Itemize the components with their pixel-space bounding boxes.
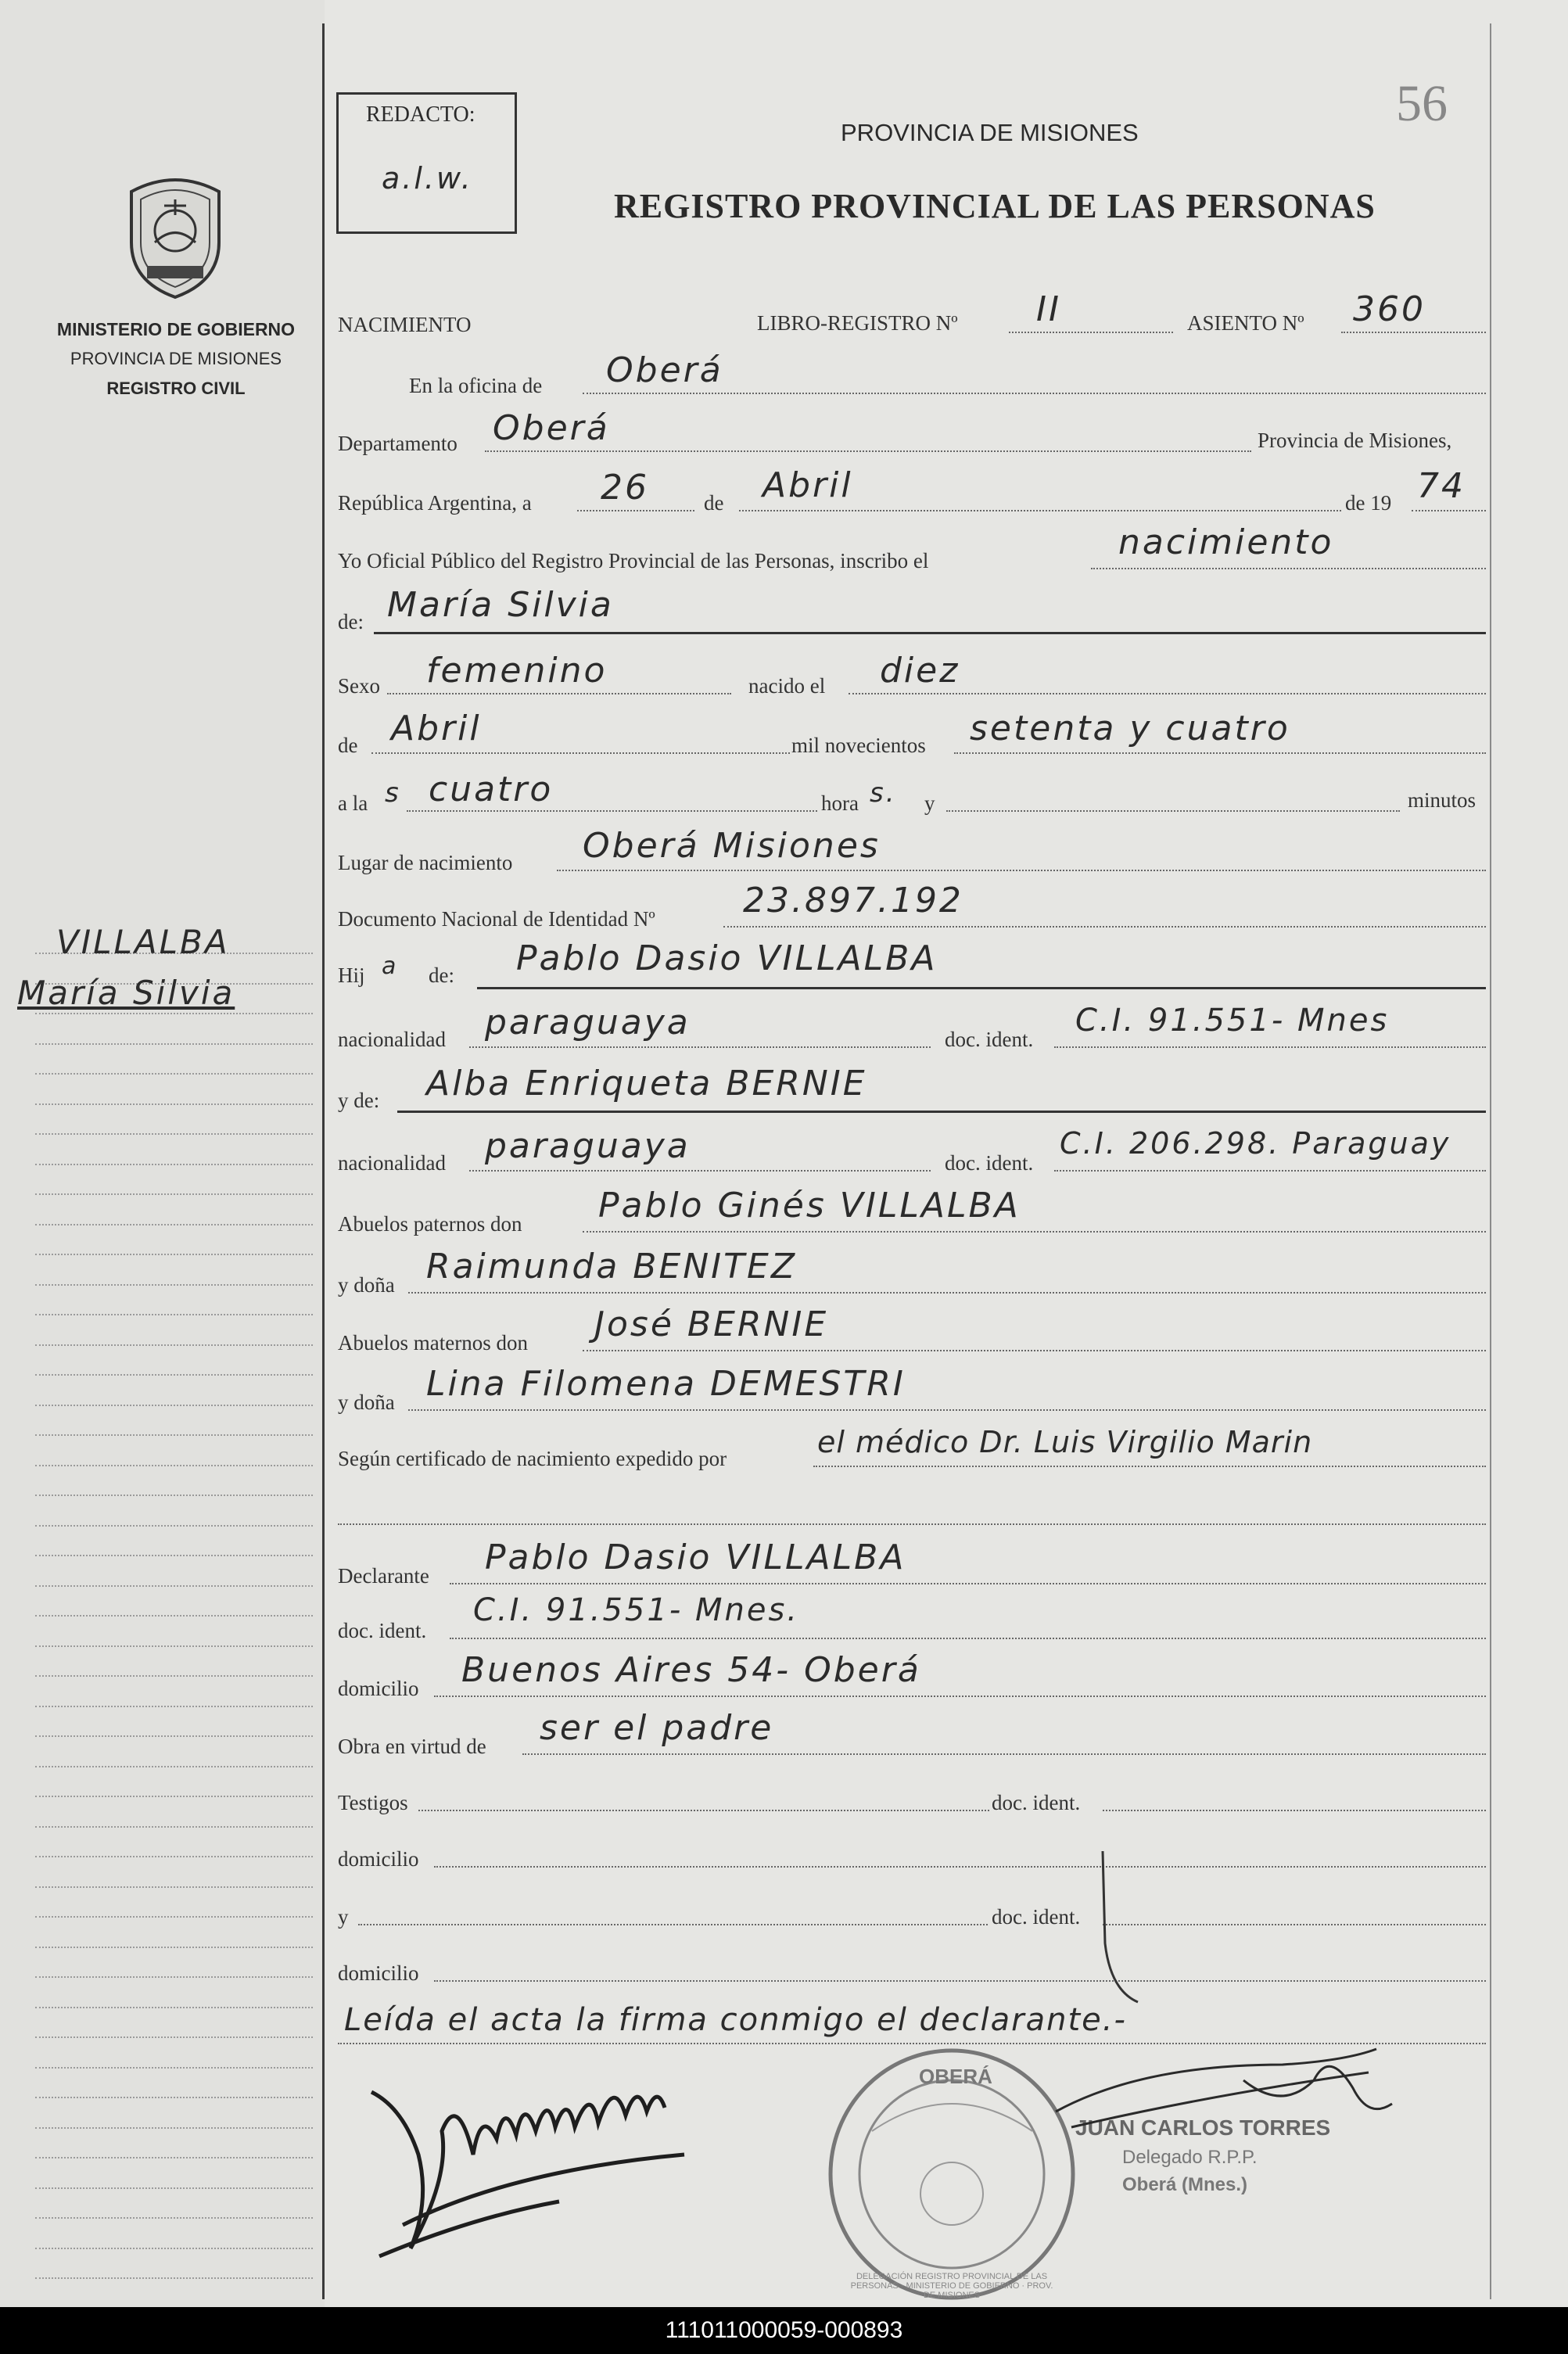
margin-given-name: María Silvia (17, 974, 235, 1012)
y2-line (358, 1924, 988, 1925)
hora-suffix: s. (870, 777, 897, 809)
ydona1-label: y doña (338, 1273, 395, 1297)
anio-value: 74 (1417, 466, 1466, 506)
margin-line (35, 1465, 313, 1466)
mes-value: Abril (762, 465, 853, 505)
doct1-label: doc. ident. (992, 1791, 1081, 1814)
testigos-line (418, 1810, 989, 1811)
doc1-label: doc. ident. (945, 1028, 1034, 1051)
certificado-label: Según certificado de nacimiento expedido por (338, 1447, 727, 1470)
redacto-label: REDACTO: (366, 102, 475, 127)
ab-pat2-line (408, 1292, 1486, 1294)
ala-label: a la (338, 791, 368, 815)
mil-label: mil novecientos (791, 734, 926, 757)
departamento-line (485, 450, 1251, 452)
de3-label: de (338, 734, 358, 757)
domicilio-label: domicilio (338, 1677, 419, 1700)
nacido-label: nacido el (748, 674, 826, 698)
ministry-line2: PROVINCIA DE MISIONES (70, 349, 282, 368)
minutos-label: minutos (1408, 788, 1477, 812)
asiento-value: 360 (1353, 289, 1426, 329)
dom1-label: domicilio (338, 1847, 419, 1871)
certificado-line2 (338, 1523, 1486, 1525)
margin-line (35, 2248, 313, 2249)
provincia-label: Provincia de Misiones, (1258, 429, 1452, 452)
declarante-label: Declarante (338, 1564, 429, 1588)
oficial-label: Yo Oficial Público del Registro Provincial de las Personas, inscribo el (338, 549, 929, 572)
nac2-line (469, 1170, 931, 1172)
sexo-value: femenino (426, 651, 608, 691)
margin-line (35, 1585, 313, 1587)
witness-mark-icon (1091, 1850, 1154, 2006)
oficina-value: Oberá (606, 350, 723, 390)
margin-line (35, 2157, 313, 2158)
margin-line (35, 2036, 313, 2038)
margin-line (35, 1344, 313, 1346)
nac2-label: nacionalidad (338, 1151, 446, 1175)
right-border (1490, 23, 1491, 2299)
ab-pat2-value: Raimunda BENITEZ (426, 1247, 797, 1286)
ydona2-label: y doña (338, 1391, 395, 1414)
nacido-value: diez (880, 651, 960, 691)
stamp-ring-text: DELEGACIÓN REGISTRO PROVINCIAL DE LAS PERSONAS · MINISTERIO DE GOBIERNO · PROV. DE MISIONES (850, 2272, 1053, 2300)
yde-label: y de: (338, 1089, 380, 1112)
ab-mat2-line (408, 1409, 1486, 1411)
section-label: NACIMIENTO (338, 313, 472, 336)
padre-value: Pablo Dasio VILLALBA (516, 938, 938, 978)
margin-line (35, 1735, 313, 1737)
certificado-value: el médico Dr. Luis Virgilio Marin (817, 1425, 1313, 1459)
declarant-signature-icon (356, 2061, 723, 2264)
margin-line (35, 2187, 313, 2189)
ab-mat-label: Abuelos maternos don (338, 1331, 528, 1355)
ab-pat-label: Abuelos paternos don (338, 1212, 522, 1236)
margin-line (35, 1947, 313, 1948)
declarante-value: Pablo Dasio VILLALBA (485, 1538, 906, 1577)
mes-line (739, 510, 1341, 511)
domicilio-value: Buenos Aires 54- Oberá (461, 1650, 921, 1690)
left-margin (0, 0, 325, 2307)
ala-suffix: s (385, 777, 401, 809)
departamento-label: Departamento (338, 432, 457, 455)
domicilio-line (434, 1696, 1486, 1697)
hora-label: hora (821, 791, 859, 815)
dni-line (723, 926, 1486, 928)
official-name: JUAN CARLOS TORRES (1075, 2115, 1331, 2140)
page-title: REGISTRO PROVINCIAL DE LAS PERSONAS (614, 187, 1376, 225)
doc1-value: C.I. 91.551- Mnes (1075, 1003, 1390, 1039)
margin-line (35, 1706, 313, 1707)
ab-pat-line (583, 1231, 1486, 1233)
margin-line (35, 2127, 313, 2129)
margin-line (35, 1405, 313, 1406)
redacto-box (336, 92, 517, 234)
margin-line (35, 1224, 313, 1225)
ab-mat2-value: Lina Filomena DEMESTRI (426, 1364, 906, 1404)
margin-line (35, 1886, 313, 1888)
dom2-line (434, 1980, 1486, 1982)
margin-line (35, 1525, 313, 1527)
ministry-line1: MINISTERIO DE GOBIERNO (56, 319, 296, 339)
margin-surname: VILLALBA (56, 923, 230, 961)
padre-line (477, 987, 1486, 989)
page-number: 56 (1396, 75, 1448, 132)
dom2-label: domicilio (338, 1961, 419, 1985)
margin-line (35, 1043, 313, 1045)
margin-line (35, 2007, 313, 2008)
ab-mat-value: José BERNIE (594, 1304, 829, 1344)
oficial-line (1091, 568, 1486, 569)
minutos-line (946, 810, 1400, 812)
nac1-value: paraguaya (485, 1003, 691, 1042)
hora-value: cuatro (429, 770, 554, 809)
nombre-line (374, 632, 1486, 634)
hijo-suffix: a (382, 953, 399, 980)
doct2-line (1103, 1924, 1486, 1925)
dia-line (577, 510, 694, 511)
margin-line (35, 1766, 313, 1767)
nombre-value: María Silvia (387, 585, 614, 625)
margin-line (35, 1615, 313, 1617)
margin-line (35, 1976, 313, 1978)
margin-line (35, 1133, 313, 1135)
de2-label: de: (338, 610, 364, 633)
doc1-line (1054, 1046, 1486, 1048)
margin-line (35, 1193, 313, 1195)
margin-line (35, 1164, 313, 1165)
docdecl-value: C.I. 91.551- Mnes. (473, 1592, 800, 1628)
nac1-line (469, 1046, 931, 1048)
madre-line (397, 1111, 1486, 1113)
margin-line (35, 1103, 313, 1105)
hijo-de-label: de: (429, 963, 454, 987)
margin-line (35, 1374, 313, 1376)
departamento-value: Oberá (493, 408, 610, 448)
republica-label: República Argentina, a (338, 491, 532, 515)
hijo-label: Hij (338, 963, 365, 987)
asiento-label: ASIENTO Nº (1187, 311, 1304, 335)
margin-line (35, 1555, 313, 1556)
doct1-line (1103, 1810, 1486, 1811)
official-place: Oberá (Mnes.) (1122, 2174, 1248, 2195)
hora-line (407, 810, 817, 812)
margin-divider (322, 23, 325, 2299)
redacto-value: a.l.w. (382, 161, 473, 196)
libro-line (1009, 332, 1173, 333)
margin-line (35, 2217, 313, 2219)
margin-line (35, 1254, 313, 1255)
lugar-label: Lugar de nacimiento (338, 851, 513, 874)
declarante-line (450, 1583, 1486, 1584)
obra-value: ser el padre (540, 1708, 774, 1748)
doc2-value: C.I. 206.298. Paraguay (1060, 1126, 1451, 1161)
ab-mat-line (583, 1350, 1486, 1351)
obra-label: Obra en virtud de (338, 1735, 486, 1758)
dia-value: 26 (601, 468, 649, 508)
margin-line (35, 2277, 313, 2279)
margin-line (35, 1675, 313, 1677)
dni-label: Documento Nacional de Identidad Nº (338, 907, 655, 931)
stamp-center: OBERÁ (919, 2065, 992, 2088)
margin-line (35, 1284, 313, 1286)
margin-line (35, 1013, 313, 1014)
sexo-line (387, 693, 731, 694)
doc2-line (1054, 1170, 1486, 1172)
doct2-label: doc. ident. (992, 1905, 1081, 1929)
certificado-line (813, 1466, 1486, 1467)
docdecl-label: doc. ident. (338, 1619, 427, 1642)
mes-nac-value: Abril (391, 709, 482, 748)
margin-line (35, 1495, 313, 1496)
de-anio-label: de 19 (1345, 491, 1392, 515)
oficina-line (583, 393, 1486, 394)
de-label: de (704, 491, 724, 515)
nac2-value: paraguaya (485, 1126, 691, 1166)
testigos-label: Testigos (338, 1791, 408, 1814)
doc2-label: doc. ident. (945, 1151, 1034, 1175)
margin-line (35, 1073, 313, 1075)
madre-value: Alba Enriqueta BERNIE (426, 1064, 867, 1103)
docdecl-line (450, 1638, 1486, 1639)
ministry-line3: REGISTRO CIVIL (106, 379, 246, 398)
margin-line (35, 1434, 313, 1436)
sexo-label: Sexo (338, 674, 380, 698)
anio-nac-line (954, 752, 1486, 754)
anio-nac-value: setenta y cuatro (970, 709, 1290, 748)
y-label: y (924, 791, 935, 815)
footer-code: 111011000059-000893 (0, 2307, 1568, 2354)
asiento-line (1341, 332, 1486, 333)
margin-line (35, 2067, 313, 2069)
dni-value: 23.897.192 (743, 881, 963, 920)
coat-of-arms-icon (116, 168, 235, 301)
oficial-value: nacimiento (1118, 522, 1334, 562)
margin-line (35, 1826, 313, 1828)
nacido-line (849, 693, 1486, 694)
dom1-line (434, 1866, 1486, 1868)
margin-line (35, 1796, 313, 1797)
lugar-value: Oberá Misiones (583, 826, 881, 866)
header-province: PROVINCIA DE MISIONES (841, 119, 1139, 146)
margin-line (35, 2097, 313, 2098)
margin-line (35, 1856, 313, 1857)
obra-line (522, 1753, 1486, 1755)
margin-line (35, 1916, 313, 1918)
official-signature-icon (1048, 2033, 1400, 2151)
margin-line (35, 1314, 313, 1315)
ab-pat-value: Pablo Ginés VILLALBA (598, 1186, 1021, 1225)
official-role: Delegado R.P.P. (1122, 2147, 1258, 2168)
y2-label: y (338, 1905, 349, 1929)
anio-line (1412, 510, 1486, 511)
libro-value: II (1036, 289, 1061, 329)
nac1-label: nacionalidad (338, 1028, 446, 1051)
leida-value: Leída el acta la firma conmigo el declarante.- (344, 2002, 1127, 2038)
libro-label: LIBRO-REGISTRO Nº (757, 311, 958, 335)
margin-line (35, 1645, 313, 1647)
oficina-label: En la oficina de (409, 374, 543, 397)
mes-nac-line (371, 752, 790, 754)
lugar-line (557, 870, 1486, 871)
